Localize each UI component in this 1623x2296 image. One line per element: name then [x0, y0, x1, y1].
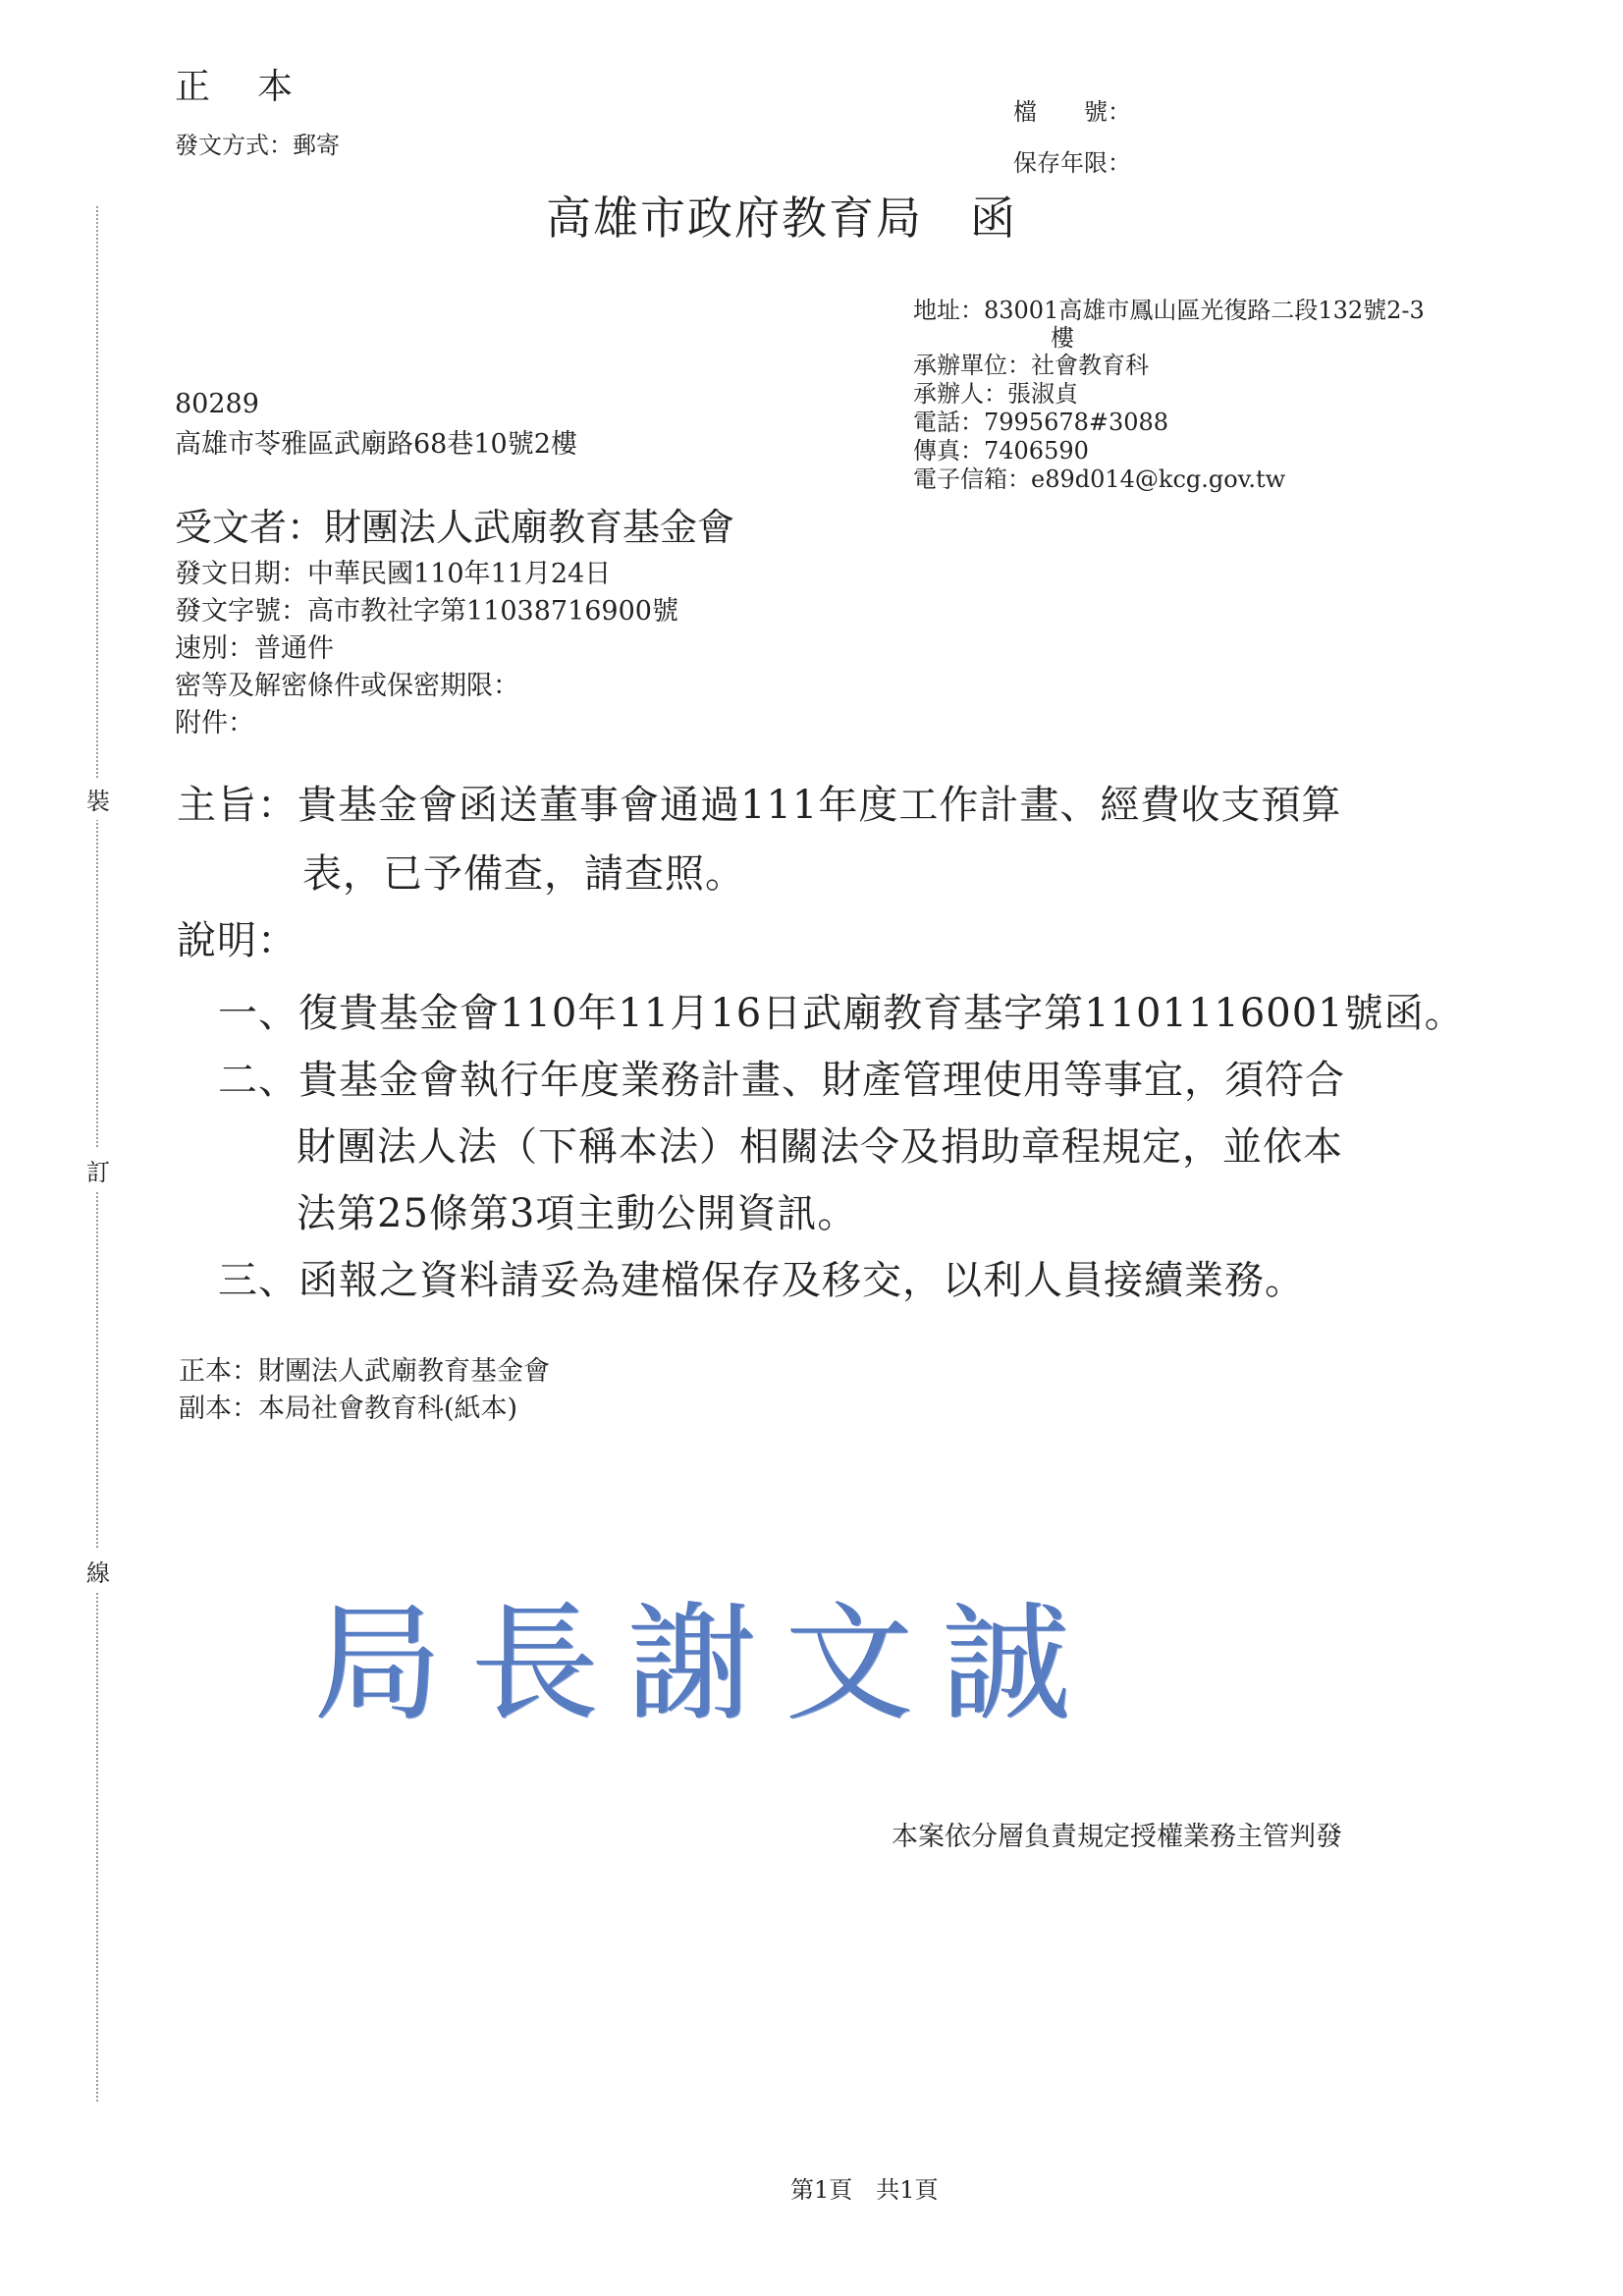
explanation-label: 說明：: [177, 918, 298, 963]
handling-unit: 承辦單位：社會教育科: [913, 352, 1149, 379]
phone: 電話：7995678#3088: [913, 409, 1169, 436]
handler: 承辦人：張淑貞: [913, 380, 1078, 408]
copy-recipient: 副本：本局社會教育科(紙本): [179, 1394, 518, 1424]
explanation-item-3: 三、函報之資料請妥為建檔保存及移交，以利人員接續業務。: [218, 1258, 1305, 1303]
binding-mark-xian: 線: [86, 1550, 110, 1592]
subject-line-1: 主旨：貴基金會函送董事會通過111年度工作計畫、經費收支預算: [177, 783, 1342, 828]
director-signature-stamp: 局長謝文誠: [314, 1589, 1101, 1738]
explanation-item-2-line-3: 法第25條第3項主動公開資訊。: [297, 1191, 858, 1236]
original-recipient: 正本：財團法人武廟教育基金會: [179, 1356, 550, 1387]
secrecy-level: 密等及解密條件或保密期限：: [175, 671, 519, 701]
explanation-item-2-line-1: 二、貴基金會執行年度業務計畫、財產管理使用等事宜，須符合: [218, 1058, 1345, 1103]
binding-mark-zhuang: 裝: [86, 778, 110, 820]
speed-class: 速別：普通件: [175, 633, 334, 664]
sender-address-cont: 樓: [1051, 324, 1074, 352]
email: 電子信箱：e89d014@kcg.gov.tw: [913, 465, 1286, 493]
issue-date: 發文日期：中華民國110年11月24日: [175, 559, 612, 589]
document-number: 發文字號：高市教社字第11038716900號: [175, 596, 678, 627]
attachment: 附件：: [175, 708, 254, 738]
authorization-note: 本案依分層負責規定授權業務主管判發: [892, 1822, 1342, 1852]
retention-label: 保存年限：: [1013, 149, 1131, 177]
postal-code: 80289: [175, 389, 259, 419]
file-number-label: 檔 號：: [1013, 98, 1131, 126]
fax: 傳真：7406590: [913, 437, 1089, 465]
recipient: 受文者：財團法人武廟教育基金會: [175, 506, 735, 549]
page-footer: 第1頁 共1頁: [790, 2176, 939, 2204]
document-title: 高雄市政府教育局 函: [546, 191, 1017, 245]
recipient-address: 高雄市苓雅區武廟路68巷10號2樓: [175, 429, 577, 460]
delivery-method: 發文方式：郵寄: [175, 132, 340, 159]
binding-mark-ding: 訂: [86, 1149, 110, 1191]
copy-type: 正 本: [175, 67, 299, 107]
subject-line-2: 表，已予備查，請查照。: [302, 851, 745, 897]
explanation-item-2-line-2: 財團法人法（下稱本法）相關法令及捐助章程規定，並依本: [297, 1124, 1343, 1170]
sender-address: 地址：83001高雄市鳳山區光復路二段132號2-3: [913, 297, 1425, 324]
explanation-item-1: 一、復貴基金會110年11月16日武廟教育基字第1101116001號函。: [218, 991, 1465, 1036]
